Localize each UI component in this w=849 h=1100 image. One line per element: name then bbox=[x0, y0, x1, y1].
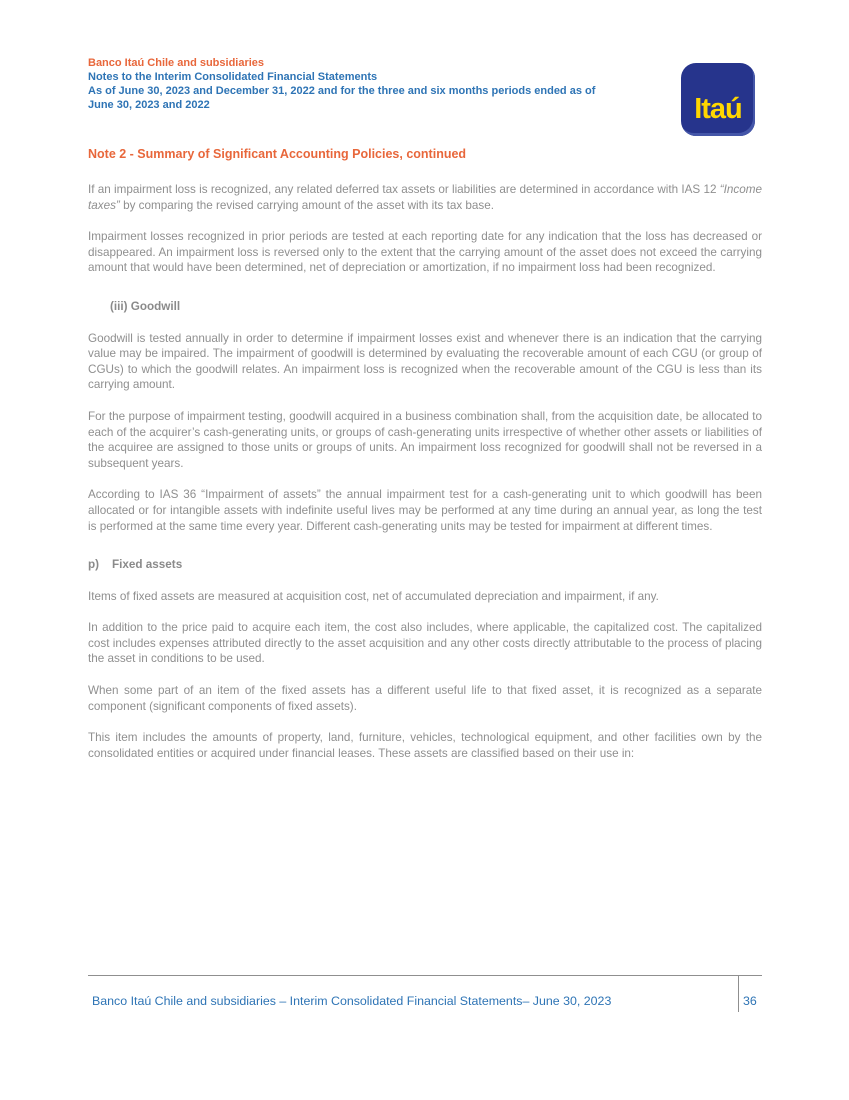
fixed-assets-heading-marker: p) bbox=[88, 558, 100, 572]
paragraph-text: If an impairment loss is recognized, any related deferred tax assets or liabilities are determined in accordance with IAS 12 bbox=[88, 183, 720, 196]
footer-page-number-divider bbox=[738, 975, 739, 1012]
period-line-1: As of June 30, 2023 and December 31, 2022 and for the three and six months periods ended as of bbox=[88, 85, 596, 97]
footer-page-number: 36 bbox=[743, 994, 757, 1008]
itau-logo bbox=[681, 63, 755, 136]
paragraph-impairment-prior-periods: Impairment losses recognized in prior periods are tested at each reporting date for any indication that the loss has decreased or disappeared. An impairment loss is reversed only to the extent that the carrying amount of the asset does not exceed the carrying amount that would have been determined, net of depreciation or amortization, if no impairment loss had been recognized. bbox=[88, 230, 762, 275]
period-line-2: June 30, 2023 and 2022 bbox=[88, 99, 210, 111]
paragraph-text: by comparing the revised carrying amount of the asset with its tax base. bbox=[119, 198, 495, 212]
paragraph-item-includes: This item includes the amounts of property, land, furniture, vehicles, technological equipment, and other facilities own by the consolidated entities or acquired under financial leases. These assets are classified based on their use in: bbox=[88, 731, 762, 760]
itau-logo-text: Itaú bbox=[694, 93, 742, 125]
fixed-assets-heading bbox=[88, 557, 762, 573]
paragraph-impairment-deferred-tax bbox=[88, 182, 762, 213]
paragraph-goodwill-tested-annually: Goodwill is tested annually in order to determine if impairment losses exist and whenever there is an indication that the carrying value may be impaired. The impairment of goodwill is determined by evaluating the recoverable amount of each CGU (or group of CGUs) to which the goodwill relates. An impairment loss is recognized when the recoverable amount of the CGU is less than its carrying amount. bbox=[88, 331, 762, 392]
ias12-italic-reference: “Income taxes” bbox=[88, 183, 762, 212]
company-name: Banco Itaú Chile and subsidiaries bbox=[88, 57, 265, 69]
goodwill-subheading: (iii) Goodwill bbox=[110, 299, 181, 313]
document-title: Notes to the Interim Consolidated Financial Statements bbox=[88, 71, 378, 83]
paragraph-separate-component: When some part of an item of the fixed assets has a different useful life to that fixed asset, it is recognized as a separate component (significant components of fixed assets). bbox=[88, 684, 762, 713]
footer-text: Banco Itaú Chile and subsidiaries – Interim Consolidated Financial Statements– June 30, 2023 bbox=[92, 994, 612, 1008]
paragraph-ias36-annual-test: According to IAS 36 “Impairment of assets” the annual impairment test for a cash-generating unit to which goodwill has been allocated or for intangible assets with indefinite useful lives may be performed at any time during an annual year, as long the test is performed at the same time every year. Different cash-generating units may be tested for impairment at different times. bbox=[88, 488, 762, 533]
paragraph-fixed-assets-measurement: Items of fixed assets are measured at acquisition cost, net of accumulated depreciation and impairment, if any. bbox=[88, 589, 659, 603]
paragraph-impairment-testing-purpose: For the purpose of impairment testing, goodwill acquired in a business combination shall, from the acquisition date, be allocated to each of the acquirer’s cash-generating units, or groups of cash-generating units irrespective of whether other assets or liabilities of the acquiree are assigned to those units or groups of units. An impairment loss recognized for goodwill shall not be reversed in a subsequent years. bbox=[88, 409, 762, 470]
paragraph-capitalized-cost: In addition to the price paid to acquire each item, the cost also includes, where applicable, the capitalized cost. The capitalized cost includes expenses attributed directly to the asset acquisition and any other costs directly attributable to the process of placing the asset in conditions to be used. bbox=[88, 621, 762, 666]
document-body bbox=[88, 182, 762, 777]
note-heading: Note 2 - Summary of Significant Accounting Policies, continued bbox=[88, 147, 467, 161]
document-header bbox=[88, 56, 688, 112]
footer-horizontal-rule bbox=[88, 975, 762, 976]
fixed-assets-heading-label: Fixed assets bbox=[112, 558, 183, 572]
